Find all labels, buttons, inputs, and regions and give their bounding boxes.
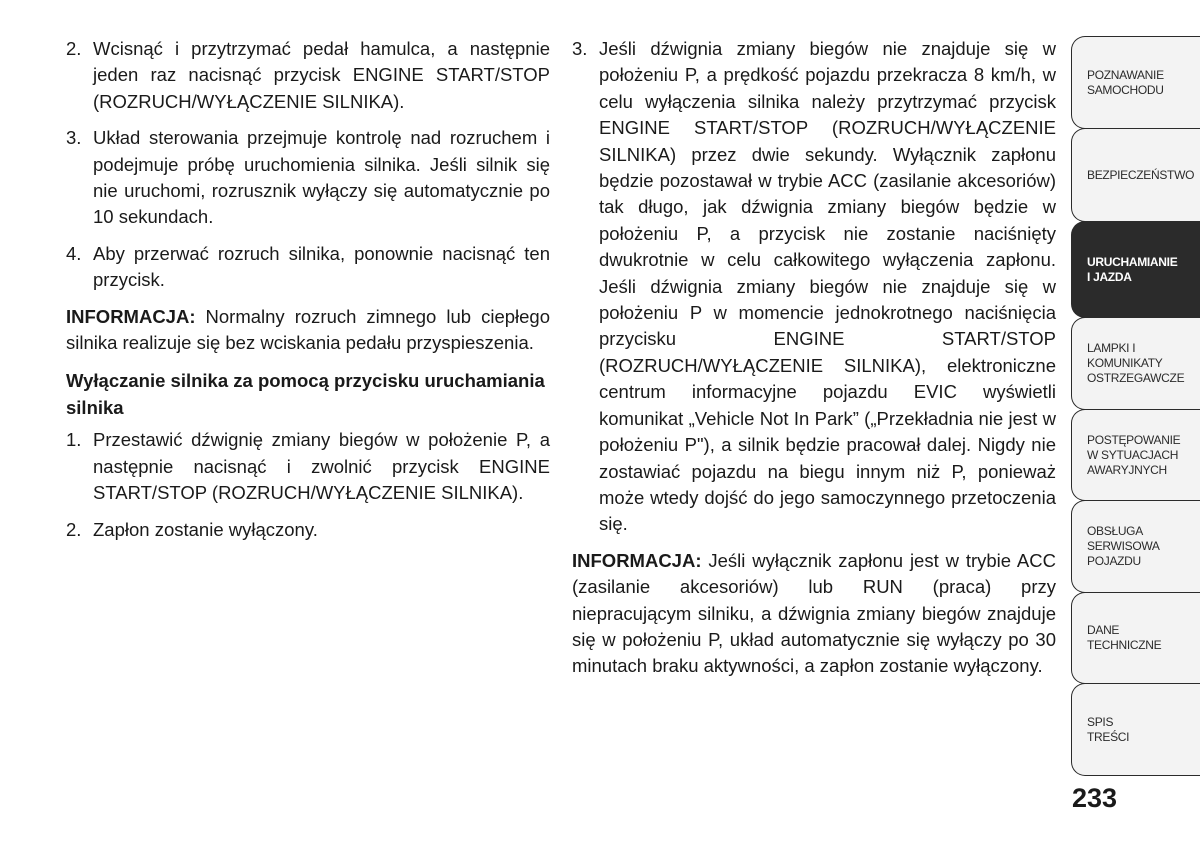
tab-label: URUCHAMIANIE I JAZDA: [1087, 254, 1178, 284]
info-label: INFORMACJA:: [66, 305, 196, 327]
list-text: Jeśli dźwignia zmiany biegów nie znajduje się w położeniu P, a prędkość pojazdu przekracza 8 km/h, w celu wyłączenia silnika należy przytrzymać przycisk ENGINE START/STOP (ROZRUCH/WYŁĄCZENIE SILNIKA) przez dwie sekundy. Wyłącznik zapłonu będzie pozostawał w trybie ACC (zasilanie akcesoriów) tak długo, jak dźwignia zmiany biegów będzie w położeniu P, a przycisk nie zostanie naciśnięty dwukrotnie w celu całkowitego wyłączenia zapłonu. Jeśli dźwignia zmiany biegów nie znajduje się w położeniu P w momencie jednokrotnego naciśnięcia przycisku ENGINE START/STOP (ROZRUCH/WYŁĄCZENIE SILNIKA), elektroniczne centrum informacyjne pojazdu EVIC wyświetli komunikat „Vehicle Not In Park” („Przekładnia nie jest w położeniu P"), a silnik będzie pracował dalej. Nigdy nie zostawiać pojazdu na biegu innym niż P, ponieważ może wtedy dojść do jego samoczynnego przetoczenia się.: [599, 38, 1056, 535]
tab-poznawanie-samochodu[interactable]: [1071, 36, 1200, 129]
tab-obsluga-serwisowa[interactable]: [1071, 500, 1200, 593]
info-label: INFORMACJA:: [572, 549, 702, 571]
list-text: Przestawić dźwignię zmiany biegów w położenie P, a następnie nacisnąć i zwolnić przycisk ENGINE START/STOP (ROZRUCH/WYŁĄCZENIE SILNIKA).: [93, 429, 550, 504]
tab-label: POSTĘPOWANIE W SYTUACJACH AWARYJNYCH: [1087, 432, 1181, 477]
tab-dane-techniczne[interactable]: [1071, 592, 1200, 684]
info-text: Normalny rozruch zimnego lub ciepłego silnika realizuje się bez wciskania pedału przyspieszenia.: [66, 305, 550, 354]
tab-lampki-i-komunikaty[interactable]: [1071, 317, 1200, 410]
list-number: 1.: [66, 429, 82, 451]
list-item: [66, 36, 550, 115]
list-number: 2.: [66, 38, 82, 59]
list-number: 3.: [572, 38, 588, 59]
list-number: 3.: [66, 127, 82, 149]
tab-bezpieczenstwo[interactable]: [1071, 128, 1200, 222]
list-number: 2.: [66, 518, 82, 540]
list-item: [66, 241, 550, 294]
list-item: [572, 36, 1056, 538]
tab-label: BEZPIECZEŃSTWO: [1087, 167, 1195, 182]
list-text: Aby przerwać rozruch silnika, ponownie nacisnąć ten przycisk.: [93, 242, 550, 291]
page-number: 233: [1072, 783, 1118, 813]
section-heading: Wyłączanie silnika za pomocą przycisku uruchamiania silnika: [66, 370, 545, 418]
info-note: [572, 548, 1056, 680]
list-text: Wcisnąć i przytrzymać pedał hamulca, a następnie jeden raz nacisnąć przycisk ENGINE START/STOP (ROZRUCH/WYŁĄCZENIE SILNIKA).: [93, 38, 550, 112]
tab-uruchamianie-i-jazda[interactable]: [1071, 221, 1200, 318]
left-column: [66, 36, 550, 553]
list-text: Układ sterowania przejmuje kontrolę nad rozruchem i podejmuje próbę uruchomienia silnika. Jeśli silnik się nie uruchomi, rozrusznik wyłączy się automatycznie po 10 sekundach.: [93, 127, 550, 228]
info-text: Jeśli wyłącznik zapłonu jest w trybie ACC (zasilanie akcesoriów) lub RUN (praca) przy niepracującym silniku, a dźwignia zmiany biegów znajduje się w położeniu P, układ automatycznie się wyłączy po 30 minutach braku aktywności, a zapłon zostanie wyłączony.: [572, 549, 1056, 677]
tab-label: SPIS TREŚCI: [1087, 714, 1130, 744]
list-item: [66, 427, 550, 506]
tab-label: DANE TECHNICZNE: [1087, 623, 1162, 652]
right-column: [572, 36, 1056, 690]
tab-spis-tresci[interactable]: [1071, 683, 1200, 776]
tab-label: LAMPKI I KOMUNIKATY OSTRZEGAWCZE: [1087, 341, 1185, 385]
list-item: [66, 517, 550, 543]
tab-label: POZNAWANIE SAMOCHODU: [1087, 67, 1164, 97]
list-number: 4.: [66, 242, 82, 264]
tab-postepowanie-awaryjne[interactable]: [1071, 409, 1200, 501]
info-note: [66, 304, 550, 357]
tab-label: OBSŁUGA SERWISOWA POJAZDU: [1087, 524, 1160, 568]
list-item: [66, 125, 550, 231]
list-text: Zapłon zostanie wyłączony.: [93, 518, 318, 540]
